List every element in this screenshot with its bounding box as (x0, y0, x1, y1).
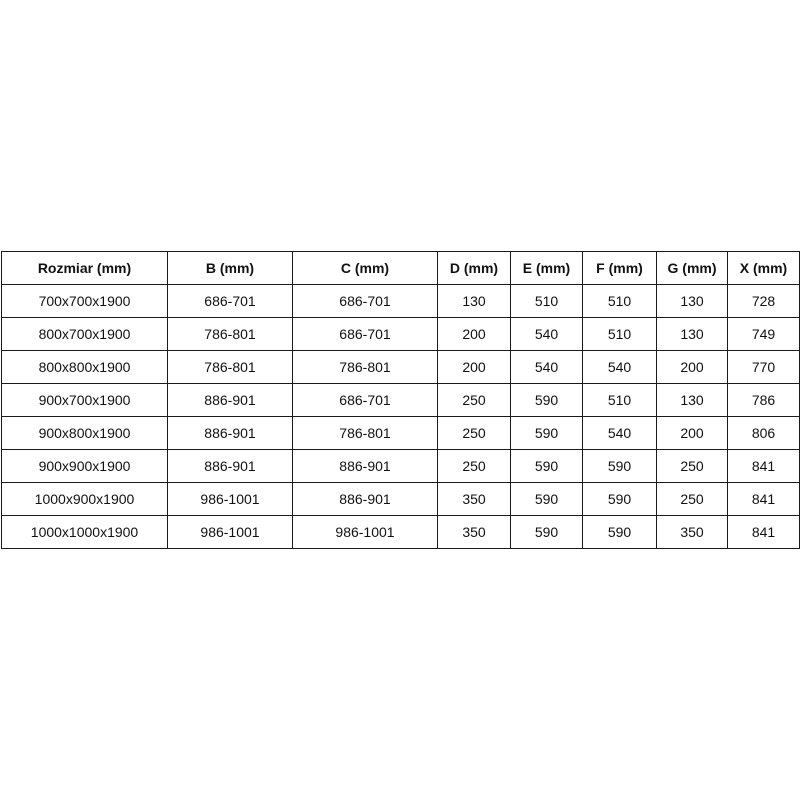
cell-x: 786 (728, 384, 800, 417)
cell-c: 686-701 (293, 285, 438, 318)
cell-b: 786-801 (168, 351, 293, 384)
cell-f: 510 (583, 384, 657, 417)
cell-b: 886-901 (168, 450, 293, 483)
header-g: G (mm) (657, 252, 728, 285)
cell-x: 728 (728, 285, 800, 318)
cell-e: 540 (511, 351, 583, 384)
table-row (2, 483, 800, 516)
cell-f: 540 (583, 351, 657, 384)
cell-e: 590 (511, 483, 583, 516)
cell-g: 130 (657, 285, 728, 318)
table-row (2, 351, 800, 384)
cell-size: 800x800x1900 (2, 351, 168, 384)
cell-d: 200 (438, 351, 511, 384)
cell-g: 130 (657, 384, 728, 417)
cell-d: 130 (438, 285, 511, 318)
cell-size: 1000x1000x1900 (2, 516, 168, 549)
table-row (2, 450, 800, 483)
cell-e: 540 (511, 318, 583, 351)
cell-d: 350 (438, 516, 511, 549)
cell-g: 200 (657, 417, 728, 450)
cell-x: 841 (728, 516, 800, 549)
cell-b: 986-1001 (168, 483, 293, 516)
cell-c: 786-801 (293, 351, 438, 384)
cell-x: 770 (728, 351, 800, 384)
cell-size: 900x700x1900 (2, 384, 168, 417)
cell-b: 686-701 (168, 285, 293, 318)
cell-g: 130 (657, 318, 728, 351)
cell-c: 886-901 (293, 483, 438, 516)
cell-b: 886-901 (168, 417, 293, 450)
cell-g: 200 (657, 351, 728, 384)
cell-d: 350 (438, 483, 511, 516)
cell-x: 841 (728, 450, 800, 483)
cell-b: 886-901 (168, 384, 293, 417)
header-e: E (mm) (511, 252, 583, 285)
cell-c: 686-701 (293, 318, 438, 351)
cell-e: 590 (511, 516, 583, 549)
cell-e: 590 (511, 450, 583, 483)
cell-b: 986-1001 (168, 516, 293, 549)
header-b: B (mm) (168, 252, 293, 285)
cell-d: 250 (438, 450, 511, 483)
cell-d: 250 (438, 417, 511, 450)
cell-e: 590 (511, 417, 583, 450)
cell-x: 749 (728, 318, 800, 351)
table-row (2, 285, 800, 318)
cell-f: 510 (583, 318, 657, 351)
cell-size: 700x700x1900 (2, 285, 168, 318)
table-row (2, 384, 800, 417)
cell-f: 590 (583, 516, 657, 549)
cell-e: 590 (511, 384, 583, 417)
cell-f: 590 (583, 483, 657, 516)
header-c: C (mm) (293, 252, 438, 285)
cell-b: 786-801 (168, 318, 293, 351)
table-row (2, 516, 800, 549)
cell-c: 786-801 (293, 417, 438, 450)
header-d: D (mm) (438, 252, 511, 285)
cell-d: 200 (438, 318, 511, 351)
cell-e: 510 (511, 285, 583, 318)
cell-c: 986-1001 (293, 516, 438, 549)
cell-f: 590 (583, 450, 657, 483)
header-x: X (mm) (728, 252, 800, 285)
table-header-row (2, 252, 800, 285)
cell-f: 510 (583, 285, 657, 318)
cell-x: 806 (728, 417, 800, 450)
cell-g: 250 (657, 483, 728, 516)
cell-x: 841 (728, 483, 800, 516)
cell-f: 540 (583, 417, 657, 450)
header-size: Rozmiar (mm) (2, 252, 168, 285)
cell-g: 250 (657, 450, 728, 483)
cell-size: 900x900x1900 (2, 450, 168, 483)
cell-size: 800x700x1900 (2, 318, 168, 351)
table-row (2, 417, 800, 450)
dimensions-table (1, 251, 800, 549)
table-row (2, 318, 800, 351)
dimensions-table-container (1, 251, 799, 549)
cell-size: 1000x900x1900 (2, 483, 168, 516)
cell-c: 886-901 (293, 450, 438, 483)
cell-size: 900x800x1900 (2, 417, 168, 450)
cell-g: 350 (657, 516, 728, 549)
cell-c: 686-701 (293, 384, 438, 417)
cell-d: 250 (438, 384, 511, 417)
header-f: F (mm) (583, 252, 657, 285)
